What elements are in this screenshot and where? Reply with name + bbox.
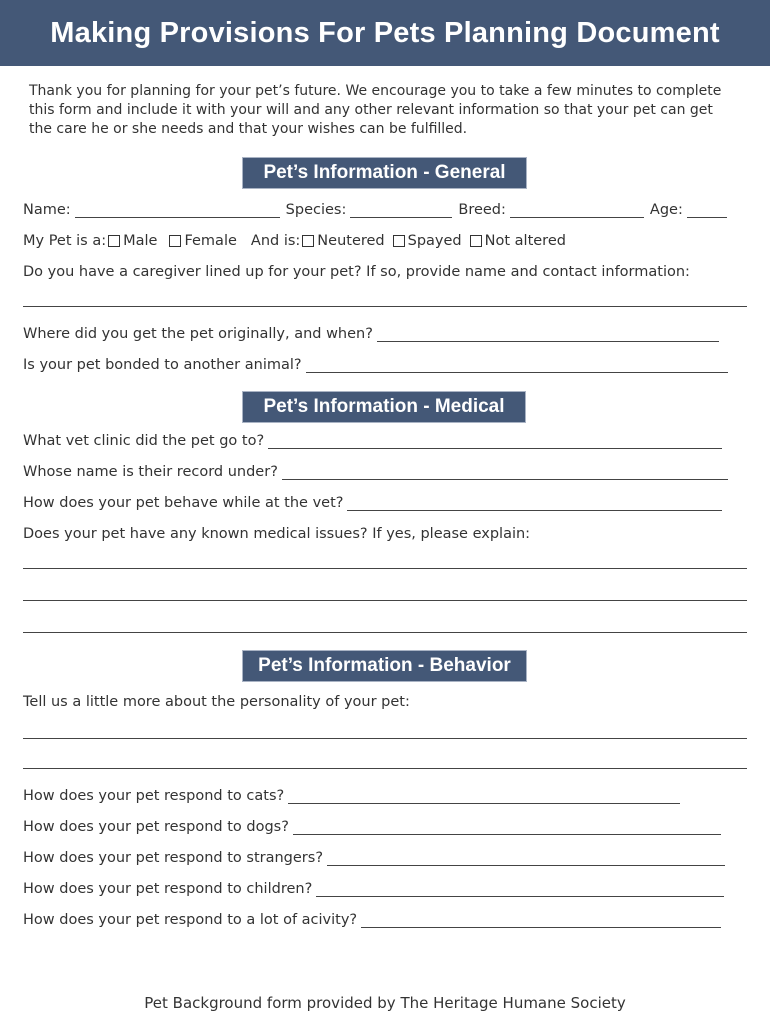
record-label: Whose name is their record under? — [23, 464, 278, 480]
bonded-row — [23, 353, 734, 373]
footer-credit: Pet Background form provided by The Heritage Humane Society — [144, 994, 626, 1012]
issues-label: Does your pet have any known medical issues? If yes, please explain: — [23, 526, 531, 542]
page-title: Making Provisions For Pets Planning Document — [50, 16, 720, 49]
spayed-label: Spayed — [407, 233, 462, 249]
male-checkbox[interactable] — [108, 235, 120, 247]
dogs-field[interactable] — [293, 820, 721, 835]
behave-vet-row — [23, 491, 728, 511]
record-field[interactable] — [282, 465, 728, 480]
dogs-label: How does your pet respond to dogs? — [23, 819, 289, 835]
dogs-row — [23, 815, 727, 835]
section-header-behavior: Pet’s Information - Behavior — [242, 650, 527, 682]
neutered-option[interactable] — [300, 233, 384, 249]
spayed-checkbox[interactable] — [393, 235, 405, 247]
not-altered-checkbox[interactable] — [470, 235, 482, 247]
intro-text: Thank you for planning for your pet’s future. We encourage you to take a few minutes to complete this form and include it with your will and any other relevant information so that your pet can get the care he or she needs and that your wishes can be fulfilled. — [29, 83, 722, 137]
children-field[interactable] — [316, 882, 724, 897]
strangers-row — [23, 846, 731, 866]
male-option[interactable] — [106, 233, 157, 249]
caregiver-label: Do you have a caregiver lined up for your pet? If so, provide name and contact information: — [23, 264, 690, 280]
not-altered-label: Not altered — [484, 233, 566, 249]
neutered-label: Neutered — [317, 233, 385, 249]
female-option[interactable] — [167, 233, 236, 249]
clinic-label: What vet clinic did the pet go to? — [23, 433, 265, 449]
strangers-label: How does your pet respond to strangers? — [23, 850, 324, 866]
record-row — [23, 460, 734, 480]
issues-field-2[interactable] — [23, 600, 747, 601]
cats-row — [23, 784, 686, 804]
and-is-label: And is: — [250, 233, 301, 249]
clinic-field[interactable] — [268, 434, 722, 449]
personality-label: Tell us a little more about the personality of your pet: — [23, 694, 410, 710]
cats-field[interactable] — [288, 789, 680, 804]
male-label: Male — [123, 233, 158, 249]
issues-field-1[interactable] — [23, 568, 747, 569]
neutered-checkbox[interactable] — [302, 235, 314, 247]
section-header-general: Pet’s Information - General — [242, 157, 527, 189]
age-label: Age: — [649, 202, 683, 218]
activity-field[interactable] — [361, 913, 721, 928]
section-header-medical: Pet’s Information - Medical — [242, 391, 526, 423]
personality-field-2[interactable] — [23, 768, 747, 769]
bonded-field[interactable] — [306, 358, 728, 373]
sex-status-row — [23, 229, 576, 249]
female-checkbox[interactable] — [169, 235, 181, 247]
origin-field[interactable] — [377, 327, 719, 342]
my-pet-is-label: My Pet is a: — [23, 233, 107, 249]
origin-row — [23, 322, 725, 342]
behave-vet-field[interactable] — [347, 496, 722, 511]
issues-field-3[interactable] — [23, 632, 747, 633]
name-field[interactable] — [75, 203, 280, 218]
bonded-label: Is your pet bonded to another animal? — [23, 357, 302, 373]
name-label: Name: — [23, 202, 71, 218]
basic-info-row — [23, 198, 727, 218]
species-field[interactable] — [350, 203, 452, 218]
spayed-option[interactable] — [391, 233, 462, 249]
breed-field[interactable] — [510, 203, 644, 218]
not-altered-option[interactable] — [468, 233, 566, 249]
female-label: Female — [184, 233, 237, 249]
personality-question — [23, 690, 410, 710]
strangers-field[interactable] — [327, 851, 725, 866]
issues-question — [23, 522, 530, 542]
title-banner — [0, 0, 770, 66]
activity-row — [23, 908, 727, 928]
personality-field-1[interactable] — [23, 738, 747, 739]
breed-label: Breed: — [458, 202, 506, 218]
clinic-row — [23, 429, 728, 449]
origin-label: Where did you get the pet originally, and when? — [23, 326, 373, 342]
activity-label: How does your pet respond to a lot of acivity? — [23, 912, 358, 928]
caregiver-question — [23, 260, 690, 280]
age-field[interactable] — [687, 203, 727, 218]
children-label: How does your pet respond to children? — [23, 881, 313, 897]
caregiver-field[interactable] — [23, 306, 747, 307]
species-label: Species: — [285, 202, 347, 218]
behave-vet-label: How does your pet behave while at the vet? — [23, 495, 344, 511]
cats-label: How does your pet respond to cats? — [23, 788, 285, 804]
children-row — [23, 877, 730, 897]
